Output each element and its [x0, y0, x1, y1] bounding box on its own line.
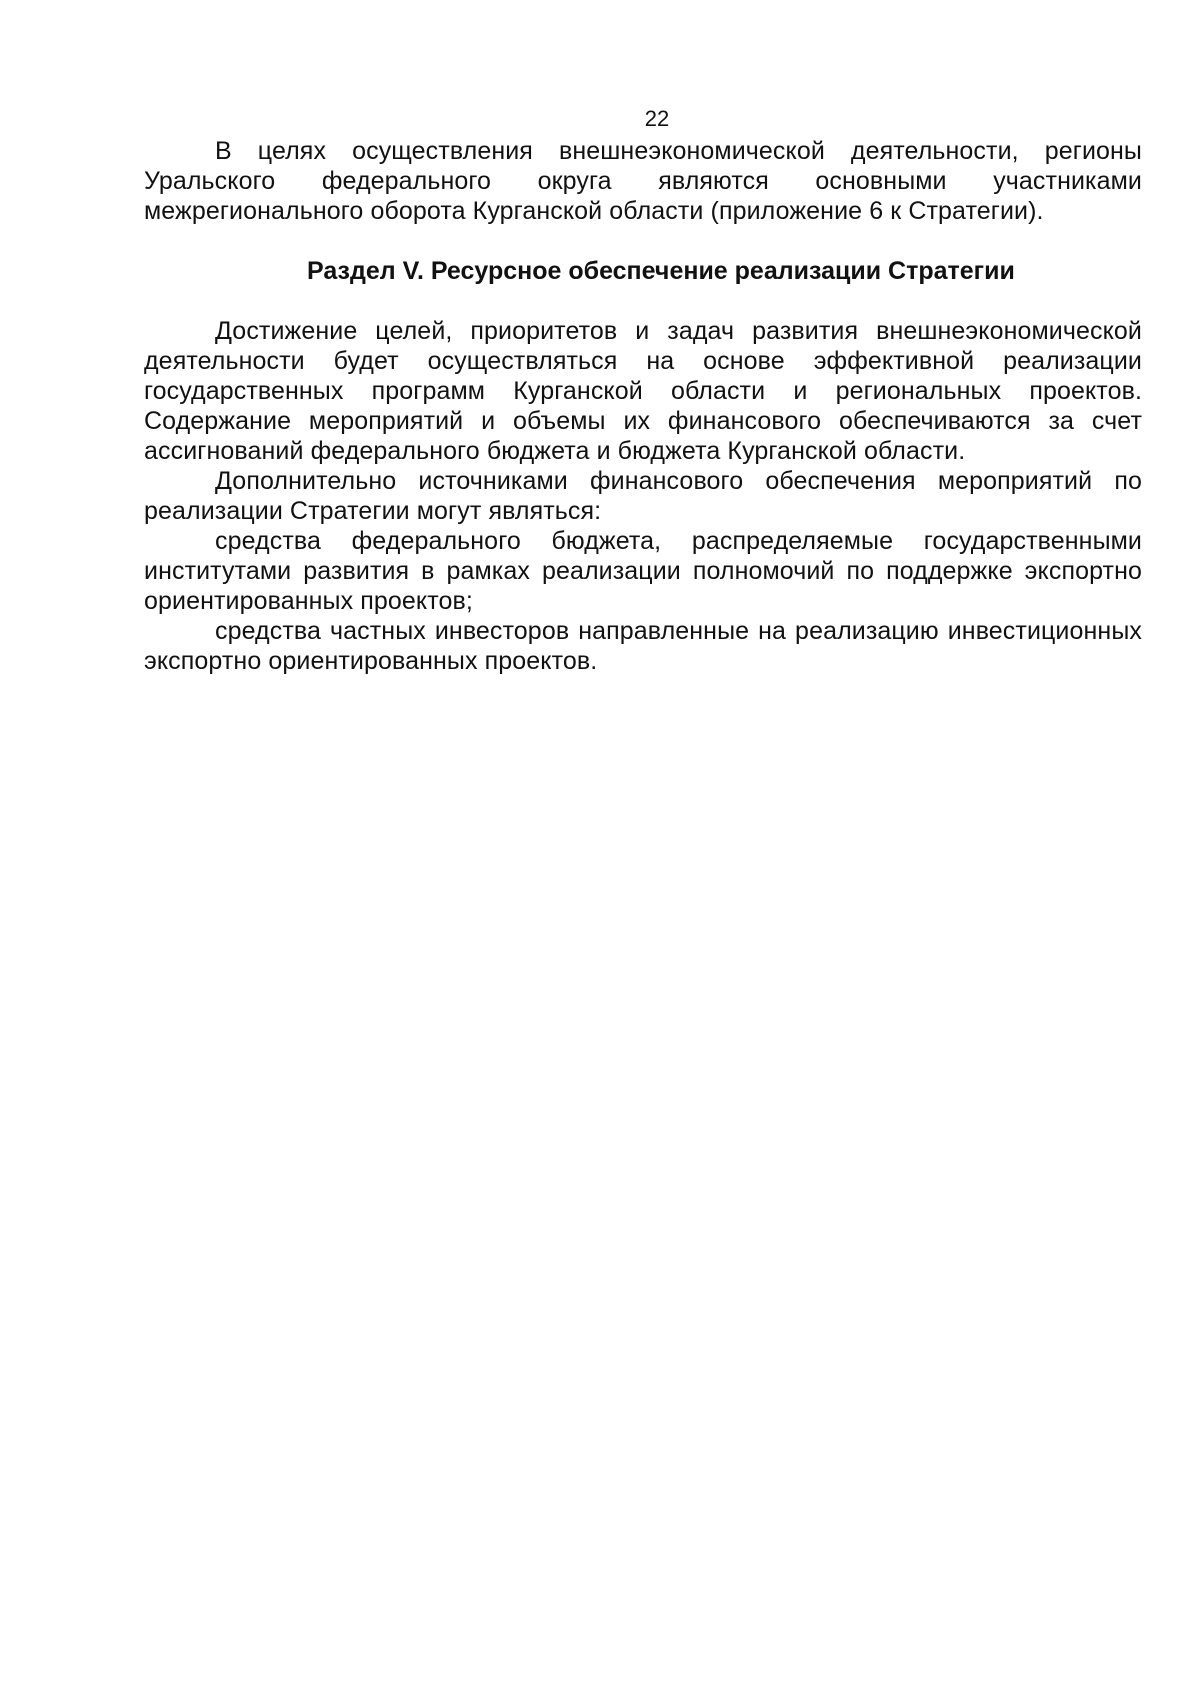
paragraph-private-investors: средства частных инвесторов направленные на реализацию инвестиционных экспортно ориентированных проектов. [144, 617, 1142, 675]
paragraph-federal-funds: средства федерального бюджета, распределяемые государственными институтами развития в рамках реализации полномочий по поддержке экспортно ориентированных проектов; [144, 527, 1142, 615]
document-page [144, 104, 1142, 676]
paragraph-goals-achievement: Достижение целей, приоритетов и задач развития внешнеэкономической деятельности будет осуществляться на основе эффективной реализации государственных программ Курганской области и региональных проектов. Содержание мероприятий и объемы их финансового обеспечиваются за счет ассигнований федерального бюджета и бюджета Курганской области. [144, 317, 1142, 465]
section-heading: Раздел V. Ресурсное обеспечение реализации Стратегии [307, 257, 1015, 285]
paragraph-foreign-trade-regions: В целях осуществления внешнеэкономической деятельности, регионы Уральского федерального округа являются основными участниками межрегионального оборота Курганской области (приложение 6 к Стратегии). [144, 137, 1142, 225]
page-number: 22 [644, 106, 670, 131]
paragraph-additional-sources: Дополнительно источниками финансового обеспечения мероприятий по реализации Стратегии могут являться: [144, 467, 1142, 525]
